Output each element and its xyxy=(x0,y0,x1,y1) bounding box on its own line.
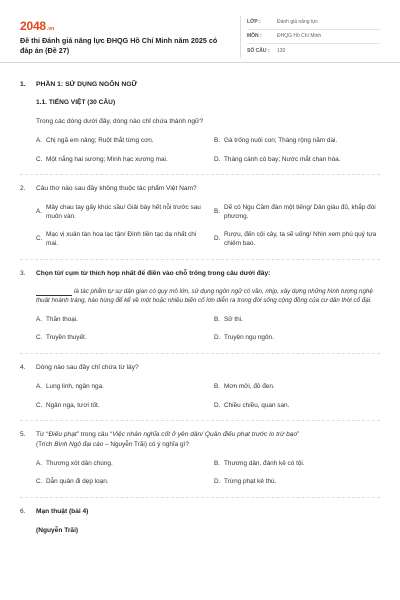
question-2 xyxy=(20,185,380,248)
option-letter: A. xyxy=(36,315,43,323)
stem-term: Điếu phạt xyxy=(48,431,77,439)
option-c[interactable] xyxy=(36,478,202,487)
question-5 xyxy=(20,431,380,487)
option-text: Chiều chiều, quan san. xyxy=(224,401,290,409)
option-letter: D. xyxy=(214,334,221,342)
option-letter: B. xyxy=(214,208,221,216)
question-head xyxy=(20,508,380,517)
option-text: Thương dân, đánh kẻ có tội. xyxy=(224,459,305,467)
question-reference xyxy=(36,441,380,450)
site-logo[interactable] xyxy=(20,18,54,34)
question-stem: Mạn thuật (bài 4) xyxy=(36,508,89,516)
option-b[interactable] xyxy=(214,137,380,146)
meta-table xyxy=(240,16,380,58)
question-6 xyxy=(20,508,380,536)
meta-value: 120 xyxy=(277,47,286,54)
option-text: Mơn mởi, đỏ đen. xyxy=(224,382,275,390)
question-stem: Dòng nào sau đây chỉ chứa từ láy? xyxy=(36,364,139,372)
question-head xyxy=(20,431,380,440)
option-letter: A. xyxy=(36,382,43,390)
option-text: Gà trống nuôi con; Tháng rộng năm dài. xyxy=(224,136,338,144)
ref-part: (Trích xyxy=(36,441,55,449)
document-header xyxy=(20,14,380,74)
option-letter: A. xyxy=(36,459,43,467)
option-letter: C. xyxy=(36,155,43,163)
option-c[interactable] xyxy=(36,402,202,411)
option-letter: C. xyxy=(36,478,43,486)
option-letter: C. xyxy=(36,401,43,409)
option-a[interactable] xyxy=(36,316,202,325)
option-d[interactable] xyxy=(214,402,380,411)
question-number: 4. xyxy=(20,364,26,372)
option-text: Chị ngã em nâng; Ruột thắt từng cơn. xyxy=(46,136,154,144)
option-letter: C. xyxy=(36,235,43,243)
question-head xyxy=(20,364,380,373)
option-b[interactable] xyxy=(214,383,380,392)
poem-author: (Nguyễn Trãi) xyxy=(36,526,79,534)
option-letter: B. xyxy=(214,315,221,323)
option-text: Dẫn quân đi dẹp loạn. xyxy=(46,478,109,486)
header-divider xyxy=(0,62,400,63)
option-text: Truyền thuyết. xyxy=(46,334,87,342)
option-c[interactable] xyxy=(36,156,202,165)
option-text: Thần thoại. xyxy=(46,315,78,323)
question-number: 6. xyxy=(20,508,26,516)
option-d[interactable] xyxy=(214,231,380,248)
meta-value: ĐHQG Hồ Chí Minh xyxy=(277,33,322,40)
option-a[interactable] xyxy=(36,460,202,469)
option-d[interactable] xyxy=(214,156,380,165)
question-stem: Trong các dòng dưới đây, dòng nào chỉ chứa thành ngữ? xyxy=(36,118,204,126)
document-title: Đề thi Đánh giá năng lực ĐHQG Hồ Chí Minh năm 2025 có đáp án (Đề 27) xyxy=(20,36,218,56)
option-letter: D. xyxy=(214,401,221,409)
question-stem: Chọn từ/ cụm từ thích hợp nhất để điền vào chỗ trống trong câu dưới đây: xyxy=(36,269,271,277)
option-letter: A. xyxy=(36,208,43,216)
option-text: Tháng cánh cò bay; Nước mắt chan hòa. xyxy=(224,155,341,163)
stem-part: ” trong câu “ xyxy=(76,431,113,439)
ref-part: – Nguyễn Trãi) có ý nghĩa gì? xyxy=(103,441,189,449)
options xyxy=(36,316,380,343)
ref-work: Bình Ngô đại cáo xyxy=(54,441,104,449)
option-letter: A. xyxy=(36,136,43,144)
options xyxy=(36,204,380,249)
logo-number: 2048 xyxy=(20,19,46,33)
option-text: Sử thi. xyxy=(224,315,243,323)
option-letter: B. xyxy=(214,136,221,144)
option-text: Lung linh, ngân nga. xyxy=(46,382,104,390)
meta-value: Đánh giá năng lực xyxy=(277,19,318,26)
options xyxy=(36,383,380,410)
option-text: Ngân nga, tươi tốt. xyxy=(46,401,100,409)
option-a[interactable] xyxy=(36,204,202,221)
passage-text: là tác phẩm tự sự dân gian có quy mô lớn, sử dụng ngôn ngữ có vần, nhịp, xây dựng những hình tượng nghệ thuật hoành tráng, hào hùng để kể về một hoặc nhiều biến cố lớn diễn ra trong đời sống cộng đồng của cư dân thời cổ đại. xyxy=(36,287,373,305)
exam-content xyxy=(20,80,380,536)
option-text: Thương xót dân chúng. xyxy=(46,459,113,467)
option-letter: D. xyxy=(214,235,221,243)
option-text: Mạc vị xuân tàn hoa lạc tận/ Đình tiền tạc dạ nhất chi mai. xyxy=(46,231,197,248)
question-number: 2. xyxy=(20,185,26,193)
question-divider xyxy=(20,353,380,354)
meta-key: MÔN : xyxy=(247,33,262,40)
question-stem: Câu thơ nào sau đây không thuộc tác phẩm Việt Nam? xyxy=(36,185,197,193)
option-letter: C. xyxy=(36,334,43,342)
option-letter: D. xyxy=(214,478,221,486)
question-divider xyxy=(20,497,380,498)
option-text: Mây chau tay gấy khúc sầu/ Giải bày hết nỗi trước sau muôn vàn. xyxy=(46,204,201,220)
meta-row-count xyxy=(247,44,380,58)
part-number: 1. xyxy=(20,81,26,88)
option-d[interactable] xyxy=(214,334,380,343)
question-divider xyxy=(20,174,380,175)
option-text: Trừng phạt kẻ thù. xyxy=(224,478,277,486)
option-a[interactable] xyxy=(36,383,202,392)
meta-key: LỚP : xyxy=(247,19,261,26)
meta-key: SỐ CÂU : xyxy=(247,47,270,54)
options xyxy=(36,460,380,487)
question-head xyxy=(20,185,380,194)
stem-part: Từ “ xyxy=(36,431,49,439)
option-b[interactable] xyxy=(214,204,380,221)
question-divider xyxy=(20,420,380,421)
options xyxy=(36,137,380,164)
section-title: 1.1. TIẾNG VIỆT (30 CÂU) xyxy=(36,99,116,107)
option-text: Rượu, đến cội cây, ta sẽ uống/ Nhìn xem phú quý tựa chiêm bao. xyxy=(224,231,377,248)
option-c[interactable] xyxy=(36,334,202,343)
option-b[interactable] xyxy=(214,460,380,469)
option-letter: B. xyxy=(214,459,221,467)
part-title xyxy=(20,80,380,89)
stem-quote: Việc nhân nghĩa cốt ở yên dân/ Quân điếu phạt trước lo trừ bạo xyxy=(112,431,298,439)
fill-in-passage xyxy=(36,287,380,306)
option-a[interactable] xyxy=(36,137,202,146)
option-text: Dế có Ngu Cầm đàn một tiếng/ Dân giàu đủ, khắp đòi phương. xyxy=(224,204,376,220)
stem-part: ” xyxy=(297,431,300,439)
question-stem xyxy=(36,431,299,440)
option-b[interactable] xyxy=(214,316,380,325)
question-head xyxy=(20,270,380,279)
question-1 xyxy=(20,118,380,164)
option-d[interactable] xyxy=(214,478,380,487)
meta-row-subject xyxy=(247,30,380,44)
option-text: Một nắng hai sương; Mình hạc xương mai. xyxy=(46,155,168,163)
logo-tld: .vn xyxy=(46,26,55,32)
question-divider xyxy=(20,259,380,260)
question-number: 5. xyxy=(20,431,26,439)
meta-row-class xyxy=(247,16,380,30)
option-letter: D. xyxy=(214,155,221,163)
option-c[interactable] xyxy=(36,231,202,248)
option-letter: B. xyxy=(214,382,221,390)
part-label: PHẦN 1: SỬ DỤNG NGÔN NGỮ xyxy=(36,81,138,88)
question-4 xyxy=(20,364,380,410)
question-number: 3. xyxy=(20,269,26,277)
option-text: Truyện ngụ ngôn. xyxy=(224,334,274,342)
question-3 xyxy=(20,270,380,343)
